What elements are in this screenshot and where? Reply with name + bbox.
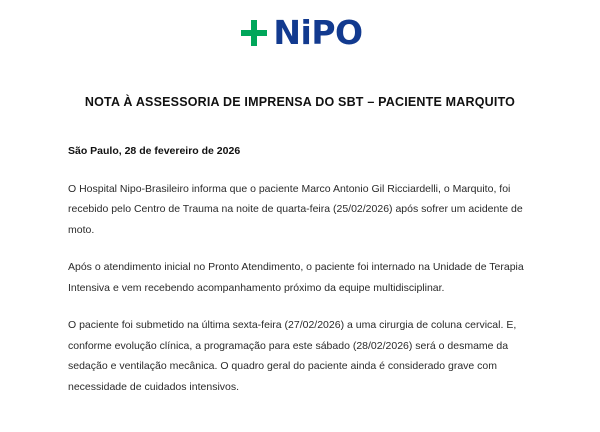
logo-header [0,0,600,62]
paragraph-1: O Hospital Nipo-Brasileiro informa que o paciente Marco Antonio Gil Ricciardelli, o Marquito, foi recebido pelo Centro de Trauma na noite de quarta-feira (25/02/2026) após sofrer um acidente de moto. [68,183,523,236]
document-body [0,145,600,397]
logo-wordmark: NiPO [273,13,363,52]
green-cross-icon [237,16,271,50]
dateline: São Paulo, 28 de fevereiro de 2026 [68,145,241,157]
paragraph-3: O paciente foi submetido na última sexta-feira (27/02/2026) a uma cirurgia de coluna cervical. E, conforme evolução clínica, a programação para este sábado (28/02/2026) será o desmame da sedação e ventilação mecânica. O quadro geral do paciente ainda é considerado grave com necessidade de cuidados intensivos. [68,319,517,393]
paragraph-2: Após o atendimento inicial no Pronto Atendimento, o paciente foi internado na Unidade de Terapia Intensiva e vem recebendo acompanhamento próximo da equipe multidisciplinar. [68,261,524,294]
page-title: NOTA À ASSESSORIA DE IMPRENSA DO SBT – PACIENTE MARQUITO [84,95,516,109]
hospital-logo [237,13,363,52]
